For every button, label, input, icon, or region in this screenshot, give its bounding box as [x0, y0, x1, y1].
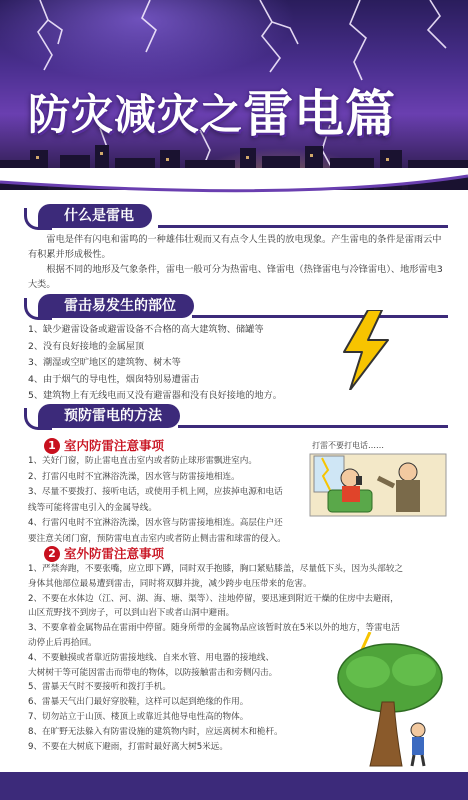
list-item: 4、由于烟气的导电性，烟囱特别易遭雷击	[28, 373, 200, 385]
page-title	[28, 72, 396, 144]
phone-illustration	[308, 440, 448, 520]
illustration-caption: 打雷不要打电话……	[312, 441, 384, 450]
paragraph: 雷电是伴有闪电和雷鸣的一种雄伟壮观而又有点令人生畏的放电现象。产生雷电的条件是雷雨云中有积累并形成极性。	[28, 234, 442, 260]
indoor-subheading	[44, 436, 164, 454]
list-item: 7、切勿站立于山顶、楼顶上或靠近其他导电性高的物体。	[28, 711, 249, 722]
section1-body	[28, 232, 444, 292]
indoor-title: 室内防雷注意事项	[64, 438, 165, 453]
list-item: 3、尽量不要拨打、接听电话，或使用手机上网，应拔掉电源和电话	[28, 487, 283, 497]
footer-bar	[0, 772, 468, 800]
list-item: 2、不要在水体边（江、河、湖、海、塘、渠等）、洼地停留，要迅速到附近干燥的住房中去避雨，	[28, 593, 399, 604]
paragraph: 根据不同的地形及气象条件，雷电一般可分为热雷电、锋雷电（热锋雷电与冷锋雷电）、地形雷电3大类。	[28, 264, 443, 290]
list-item: 1、严禁奔跑，不要张嘴，应立即下蹲，同时双手抱膝，胸口紧贴膝盖，尽量低下头，因为头部较之	[28, 564, 404, 574]
list-item: 2、没有良好接地的金属屋顶	[28, 340, 145, 352]
indoor-list	[28, 454, 286, 547]
list-item: 3、不要拿着金属物品在雷雨中停留。随身所带的金属物品应该暂时放在5米以外的地方，等雷电活	[28, 623, 400, 634]
list-item: 山区荒野找不到房子，可以到山岩下或者山洞中避雨。	[28, 608, 235, 619]
section-heading: 预防雷电的方法	[38, 404, 180, 428]
list-item: 5、建筑物上有无线电而又没有避雷器和没有良好接地的地方。	[28, 390, 282, 401]
list-item: 9、不要在大树底下避雨，打雷时最好离大树5米远。	[28, 741, 228, 752]
banner-wave-divider	[0, 168, 468, 202]
outdoor-title: 室外防雷注意事项	[64, 546, 165, 561]
list-item: 身体其他部位最易遭到雷击，同时将双脚并拢，减少跨步电压带来的危害。	[28, 578, 312, 589]
tree-lightning-illustration	[330, 632, 450, 770]
list-item: 1、关好门窗，防止雷电直击室内或者防止球形雷飘进室内。	[28, 456, 257, 466]
indoor-number-badge: 1	[44, 438, 60, 454]
list-item: 5、雷暴天气时不要接听和拨打手机。	[28, 682, 171, 693]
list-item: 要注意关闭门窗，预防雷电直击室内或者防止侧击雷和球雷的侵入。	[28, 533, 286, 544]
section-heading: 雷击易发生的部位	[38, 294, 194, 318]
section2-list	[28, 322, 282, 405]
outdoor-number-badge: 2	[44, 546, 60, 562]
section-what-is-lightning-header	[38, 204, 448, 228]
lightning-bolt-icon	[338, 310, 394, 390]
header-banner	[0, 0, 468, 190]
list-item: 线等可能将雷电引入的金属导线。	[28, 502, 157, 513]
list-item: 2、打雷闪电时不宜淋浴洗澡，因水管与防雷接地相连。	[28, 471, 240, 482]
section-heading: 什么是雷电	[38, 204, 152, 228]
list-item: 4、行雷闪电时不宜淋浴洗澡，因水管与防雷接地相连。高层住户还	[28, 518, 283, 528]
list-item: 8、在旷野无法躲入有防雷设施的建筑物内时，应远离树木和桅杆。	[28, 726, 283, 737]
title-part1: 防灾减灾之	[28, 90, 244, 139]
section-prevention-header	[38, 404, 448, 428]
outdoor-subheading	[44, 544, 164, 562]
list-item: 大树树干等可能因雷击而带电的物体，以防接触雷击和旁侧闪击。	[28, 667, 278, 678]
list-item: 6、雷暴天气出门最好穿胶鞋，这样可以起到绝缘的作用。	[28, 697, 249, 708]
list-item: 动停止后再拾回。	[28, 637, 97, 648]
list-item: 4、不要触摸或者靠近防雷接地线、自来水管、用电器的接地线、	[28, 652, 275, 663]
title-part2: 雷电篇	[243, 85, 397, 143]
list-item: 3、潮湿或空旷地区的建筑物、树木等	[28, 357, 181, 368]
list-item: 1、缺少避雷设备或避雷设备不合格的高大建筑物、储罐等	[28, 324, 264, 335]
